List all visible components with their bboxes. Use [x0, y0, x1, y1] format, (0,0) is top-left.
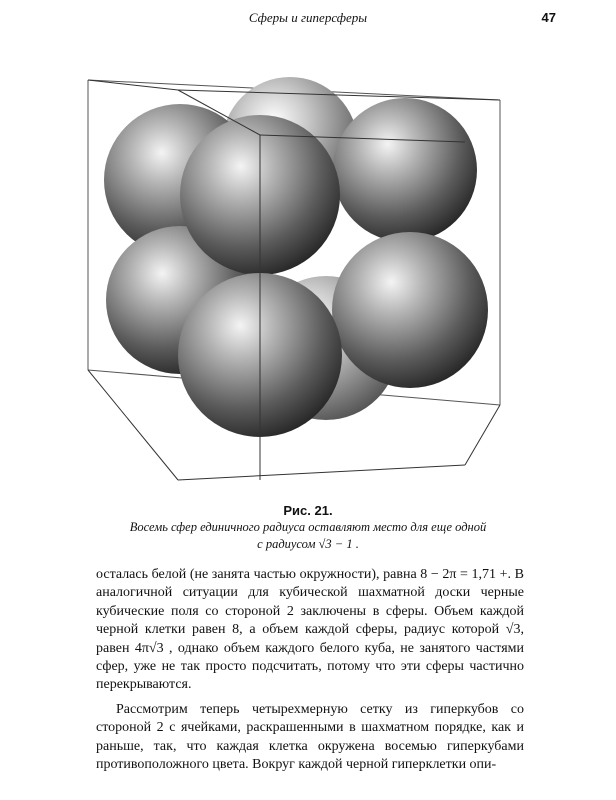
- caption-line-1: Восемь сфер единичного радиуса оставляют место для еще одной: [129, 520, 487, 534]
- figure-label: Рис. 21.: [283, 503, 333, 518]
- figure-eight-spheres: [70, 60, 520, 500]
- page-number: 47: [541, 10, 556, 25]
- figure-caption: [95, 519, 521, 553]
- sphere-top-right: [333, 98, 477, 242]
- sphere-bottom-right: [332, 232, 488, 388]
- paragraph-1: осталась белой (не занята частью окружности), равна 8 − 2π = 1,71 +. В аналогичной ситуации для кубической шахматной доски черные кубические поля со стороной 2 заключены в сферы. Объем каждой черной клетки равен 8, а объем каждой сферы, радиус которой √3, равен 4π√3 , однако объем каждого белого куба, не занятого частями сфер, уже не так просто подсчитать, потому что эти сферы частично перекрываются.: [96, 567, 524, 693]
- body-text: [96, 566, 524, 774]
- running-header: Сферы и гиперсферы: [248, 10, 368, 25]
- caption-line-2: с радиусом √3 − 1 .: [257, 537, 359, 551]
- paragraph-2: Рассмотрим теперь четырехмерную сетку из гиперкубов со стороной 2 с ячейками, раскрашенными в шахматном порядке, как и раньше, так, что каждая клетка окружена восемью гиперкубами противоположного цвета. Вокруг каждой черной гиперклетки опи-: [96, 701, 524, 773]
